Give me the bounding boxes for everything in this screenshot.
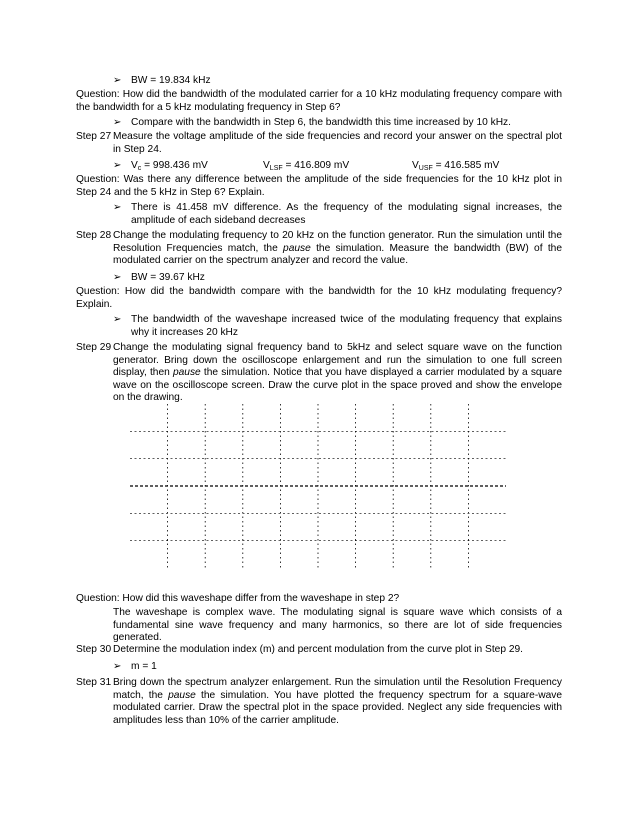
vc-value: = 998.436 mV [141, 160, 208, 171]
step-31-text-part2: the simulation. You have plotted the frequency spectrum for a square-wave modulated carrier. Draw the spectral plot in the space provided. Neglect any side frequencies with amplitudes less than 10% of the carrier amplitude. [113, 689, 562, 726]
vc-symbol: V [131, 160, 138, 171]
question-bandwidth-20khz: Question: How did the bandwidth compare with the bandwidth for the 10 kHz modulating frequency? Explain. [76, 286, 562, 310]
step-27-text: Measure the voltage amplitude of the side frequencies and record your answer on the spectral plot in Step 24. [113, 131, 562, 155]
step-31-emphasis: pause [168, 689, 196, 701]
step-31-text-part1: Bring down the spectrum analyzer enlargement. Run the simulation until the Resolution Frequency match, the [113, 677, 562, 701]
step-27-label: Step 27 [76, 131, 112, 142]
vlsf-symbol: V [263, 160, 270, 171]
step-30-label: Step 30 [76, 644, 112, 655]
step-29-text-part2: the simulation. Notice that you have displayed a carrier modulated by a square wave on the oscilloscope screen. Draw the curve plot in the space proved and show the envelope on the drawing. [113, 367, 562, 404]
vusf-value: = 416.585 mV [432, 160, 500, 171]
bullet-arrow-icon: ➢ [113, 314, 122, 325]
voltage-usf [412, 160, 499, 173]
vlsf-subscript: LSF [269, 165, 283, 172]
answer-sideband-amplitude: There is 41.458 mV difference. As the frequency of the modulating signal increases, the amplitude of each sideband decreases [131, 202, 562, 226]
bandwidth-result-2: BW = 39.67 kHz [131, 272, 205, 283]
bullet-arrow-icon: ➢ [113, 202, 122, 213]
bandwidth-result-1: BW = 19.834 kHz [131, 75, 211, 86]
step-31-label: Step 31 [76, 677, 112, 688]
step-28-emphasis: pause [283, 242, 311, 254]
answer-waveshape-difference: The waveshape is complex wave. The modulating signal is square wave which consists of a fundamental sine wave frequency and many harmonics, so there are lot of side frequencies generated. [113, 607, 562, 644]
bullet-arrow-icon: ➢ [113, 160, 122, 171]
step-28-label: Step 28 [76, 230, 112, 241]
oscilloscope-grid [130, 404, 506, 568]
voltage-lsf [263, 160, 349, 173]
step-29-text [113, 342, 562, 405]
answer-bandwidth-10khz: Compare with the bandwidth in Step 6, the bandwidth this time increased by 10 kHz. [131, 117, 511, 128]
bullet-arrow-icon: ➢ [113, 117, 122, 128]
step-28-text-part2: the simulation. Measure the bandwidth (BW) of the modulated carrier on the spectrum analyzer and record the value. [113, 242, 562, 267]
bullet-arrow-icon: ➢ [113, 661, 122, 672]
modulation-index-result: m = 1 [131, 661, 157, 672]
question-bandwidth-10khz: Question: How did the bandwidth of the modulated carrier for a 10 kHz modulating frequency compare with the bandwidth for a 5 kHz modulating frequency in Step 6? [76, 89, 562, 113]
voltage-carrier [131, 160, 208, 173]
step-29-label: Step 29 [76, 342, 112, 353]
step-29-text-part1: Change the modulating signal frequency band to 5kHz and select square wave on the function generator. Bring down the oscilloscope enlargement and run the simulation to one full screen display, then [113, 342, 562, 379]
step-31-text [113, 677, 562, 727]
step-28-text [113, 230, 562, 268]
question-sideband-amplitude: Question: Was there any difference between the amplitude of the side frequencies for the 10 kHz plot in Step 24 and the 5 kHz in Step 6? Explain. [76, 174, 562, 198]
step-28-text-part1: Change the modulating frequency to 20 kHz on the function generator. Run the simulation until the Resolution Frequencies match, the [113, 230, 562, 254]
step-29-emphasis: pause [172, 367, 201, 379]
question-waveshape-difference: Question: How did this waveshape differ from the waveshape in step 2? [76, 593, 400, 604]
vusf-subscript: USF [418, 165, 433, 172]
step-30-text: Determine the modulation index (m) and percent modulation from the curve plot in Step 29. [113, 644, 523, 655]
answer-bandwidth-20khz: The bandwidth of the waveshape increased twice of the modulating frequency that explains why it increases 20 kHz [131, 314, 562, 338]
vc-subscript: c [137, 165, 142, 172]
vusf-symbol: V [412, 160, 419, 171]
vlsf-value: = 416.809 mV [282, 160, 350, 171]
bullet-arrow-icon: ➢ [113, 75, 122, 86]
bullet-arrow-icon: ➢ [113, 272, 122, 283]
